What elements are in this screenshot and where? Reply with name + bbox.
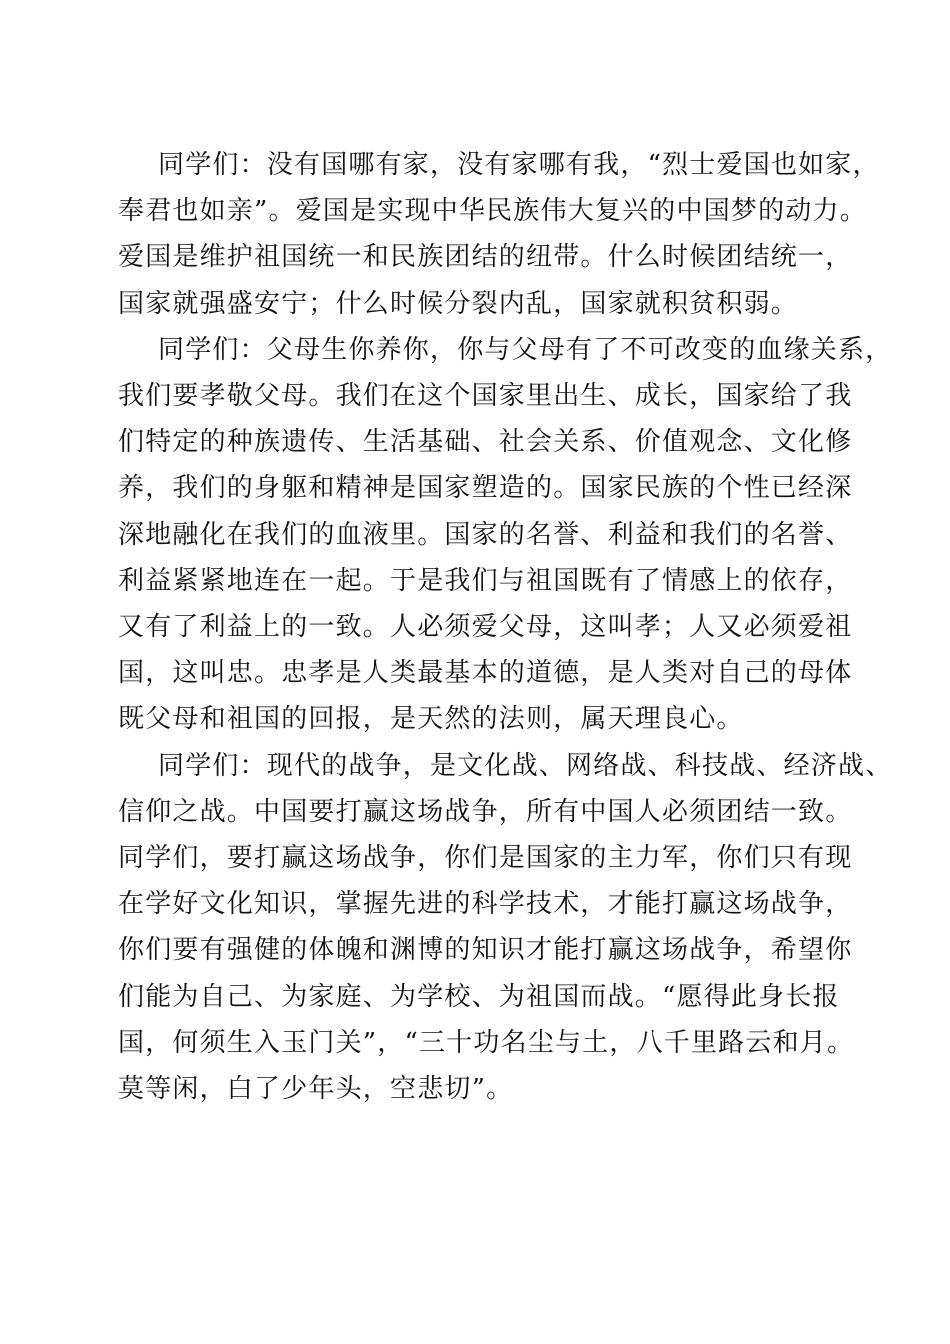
- paragraph-line: 们能为自己、为家庭、为学校、为祖国而战。“愿得此身长报: [118, 981, 840, 1012]
- paragraph-line: 奉君也如亲”。爱国是实现中华民族伟大复兴的中国梦的动力。: [118, 196, 867, 227]
- paragraph-line: 们特定的种族遗传、生活基础、社会关系、价值观念、文化修: [118, 427, 853, 458]
- paragraph-line: 国，这叫忠。忠孝是人类最基本的道德，是人类对自己的母体: [118, 658, 853, 689]
- paragraph-line: 国家就强盛安宁；什么时候分裂内乱，国家就积贫积弱。: [118, 288, 799, 319]
- paragraph-line: 深地融化在我们的血液里。国家的名誉、利益和我们的名誉、: [118, 519, 853, 550]
- paragraph-line: 同学们：父母生你养你，你与父母有了不可改变的血缘关系，: [158, 334, 893, 365]
- paragraph-line: 同学们：现代的战争，是文化战、网络战、科技战、经济战、: [158, 750, 893, 781]
- paragraph-line: 爱国是维护祖国统一和民族团结的纽带。什么时候团结统一，: [118, 242, 853, 273]
- paragraph-line: 同学们，要打赢这场战争，你们是国家的主力军，你们只有现: [118, 843, 853, 874]
- paragraph-2: [118, 327, 893, 743]
- paragraph-line: 既父母和祖国的回报，是天然的法则，属天理良心。: [118, 704, 744, 735]
- paragraph-3: [118, 743, 893, 1113]
- document-body: [118, 142, 893, 1112]
- paragraph-line: 利益紧紧地连在一起。于是我们与祖国既有了情感上的依存，: [118, 565, 853, 596]
- paragraph-line: 又有了利益上的一致。人必须爱父母，这叫孝；人又必须爱祖: [118, 612, 853, 643]
- paragraph-line: 你们要有强健的体魄和渊博的知识才能打赢这场战争，希望你: [118, 935, 853, 966]
- paragraph-line: 在学好文化知识，掌握先进的科学技术，才能打赢这场战争，: [118, 889, 853, 920]
- paragraph-line: 养，我们的身躯和精神是国家塑造的。国家民族的个性已经深: [118, 473, 853, 504]
- paragraph-line: 同学们：没有国哪有家，没有家哪有我，“烈士爱国也如家，: [158, 150, 880, 180]
- paragraph-1: [118, 142, 880, 327]
- paragraph-line: 我们要孝敬父母。我们在这个国家里出生、成长，国家给了我: [118, 381, 853, 412]
- paragraph-line: 莫等闲，白了少年头，空悲切”。: [118, 1074, 514, 1105]
- paragraph-line: 信仰之战。中国要打赢这场战争，所有中国人必须团结一致。: [118, 796, 853, 827]
- paragraph-line: 国，何须生入玉门关”，“三十功名尘与土，八千里路云和月。: [118, 1027, 855, 1058]
